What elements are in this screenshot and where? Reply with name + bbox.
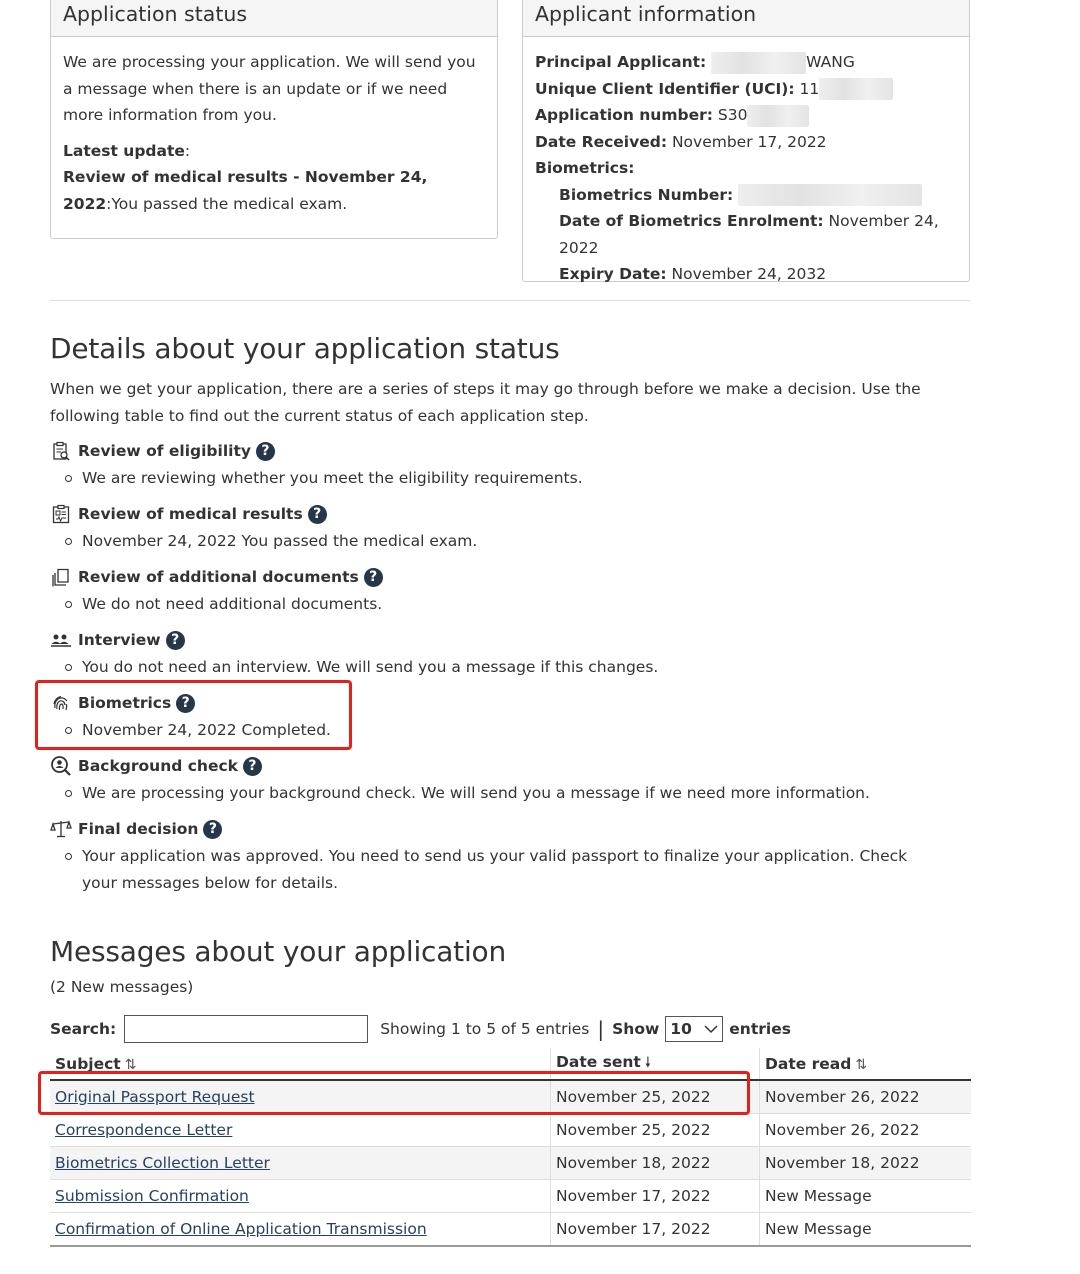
applicant-information-panel [522,0,970,282]
date-sent: November 18, 2022 [551,1147,760,1180]
uci-label: Unique Client Identifier (UCI): [535,79,795,98]
step-description: Your application was approved. You need to send us your valid passport to finalize your application. Check your messages below for details. [50,843,942,896]
date-read: New Message [760,1180,972,1213]
entries-select-value: 10 [670,1020,692,1038]
applicant-information-title: Applicant information [523,0,969,37]
help-icon[interactable]: ? [166,631,185,650]
biometrics-label: Biometrics: [535,159,635,177]
sort-icon: ⇅ [124,1056,137,1073]
table-row [50,1114,971,1147]
table-row [50,1213,971,1247]
step-title: Biometrics [78,694,172,712]
search-label: Search: [50,1020,117,1038]
biometrics-enrolment-label: Date of Biometrics Enrolment: [559,212,824,230]
date-read: November 26, 2022 [760,1114,972,1147]
date-received-row [535,129,957,156]
step-eligibility [50,438,980,492]
separator: | [597,1017,605,1041]
entries-select[interactable] [665,1016,723,1042]
step-title: Interview [78,631,161,649]
sort-descending-icon: 🠗 [644,1054,651,1071]
principal-applicant-value: WANG [806,53,855,71]
help-icon[interactable]: ? [176,694,195,713]
documents-icon [50,566,72,588]
step-title: Review of eligibility [78,442,251,460]
people-icon [50,629,72,651]
help-icon[interactable]: ? [203,820,222,839]
column-label: Subject [55,1054,121,1073]
step-title: Background check [78,757,238,775]
details-heading: Details about your application status [50,332,560,365]
application-status-panel [50,0,498,239]
redacted-uci [819,78,893,100]
latest-update [63,138,485,165]
section-divider [50,300,970,301]
step-description: We are reviewing whether you meet the eligibility requirements. [50,465,980,492]
biometrics-row [535,155,957,182]
date-sent: November 17, 2022 [551,1213,760,1247]
column-label: Date read [765,1054,852,1073]
uci-value: 11 [799,79,820,98]
principal-applicant-label: Principal Applicant: [535,53,707,71]
application-number-label: Application number: [535,106,713,124]
application-number-value: S30 [717,106,748,124]
message-link[interactable]: Biometrics Collection Letter [55,1154,270,1172]
expiry-date-value: November 24, 2032 [671,265,827,283]
step-description: We are processing your background check. We will send you a message if we need more information. [50,780,980,807]
status-message: We are processing your application. We will send you a message when there is an update or if we need more information from you. [63,53,476,124]
redacted-biometrics-number [738,184,922,206]
passport-request-highlight [38,1071,750,1115]
show-label: Show [612,1020,660,1038]
biometrics-highlight [35,680,352,750]
date-received-value: November 17, 2022 [671,132,827,151]
messages-heading: Messages about your application [50,935,507,968]
step-additional-documents [50,564,980,618]
message-link[interactable]: Correspondence Letter [55,1121,233,1139]
expiry-date-label: Expiry Date: [559,265,667,283]
column-label: Date sent [556,1052,641,1071]
biometrics-number-label: Biometrics Number: [559,185,734,204]
message-link[interactable]: Submission Confirmation [55,1187,249,1205]
message-link[interactable]: Original Passport Request [55,1088,255,1106]
uci-row [535,76,957,103]
table-row [50,1180,971,1213]
message-link[interactable]: Confirmation of Online Application Transmission [55,1220,427,1238]
redacted-name [711,52,806,74]
step-description: November 24, 2022 Completed. [50,717,980,744]
showing-entries: Showing 1 to 5 of 5 entries [380,1020,590,1038]
step-final-decision [50,816,980,896]
date-read: November 18, 2022 [760,1147,972,1180]
redacted-app-number [747,105,809,127]
date-sent: November 25, 2022 [551,1080,760,1114]
date-sent: November 25, 2022 [551,1114,760,1147]
biometrics-enrolment-row [535,208,957,261]
step-description: You do not need an interview. We will send you a message if this changes. [50,654,980,681]
help-icon[interactable]: ? [308,505,327,524]
person-search-icon [50,755,72,777]
step-title: Review of additional documents [78,568,359,586]
application-number-row [535,102,957,129]
medical-clipboard-icon [50,503,72,525]
scales-icon [50,818,72,840]
help-icon[interactable]: ? [243,757,262,776]
latest-update-item: Review of medical results - November 24, 2022 [63,168,428,213]
biometrics-enrolment-value: November 24, 2022 [559,212,939,257]
step-interview [50,627,980,681]
expiry-date-row [535,261,957,288]
details-intro: When we get your application, there are a series of steps it may go through before we make a decision. Use the following table to find out the current status of each application step. [50,380,921,425]
principal-applicant-row [535,49,957,76]
entries-label: entries [729,1020,791,1038]
step-medical [50,501,980,555]
table-row [50,1147,971,1180]
search-input[interactable] [124,1015,368,1043]
date-read: November 26, 2022 [760,1080,972,1114]
application-status-title: Application status [51,0,497,37]
latest-update-label: Latest update [63,141,185,160]
date-sent: November 17, 2022 [551,1180,760,1213]
latest-update-colon: : [184,141,191,160]
chevron-down-icon [704,1025,718,1034]
help-icon[interactable]: ? [364,568,383,587]
date-received-label: Date Received: [535,132,668,151]
sort-icon: ⇅ [855,1056,868,1073]
latest-update-text: :You passed the medical exam. [106,194,348,213]
clipboard-search-icon [50,440,72,462]
help-icon[interactable]: ? [256,442,275,461]
step-background-check [50,753,980,807]
date-read: New Message [760,1213,972,1247]
new-messages-count: (2 New messages) [50,978,194,996]
biometrics-number-row [535,182,957,209]
step-title: Review of medical results [78,505,303,523]
latest-update-detail [63,164,485,217]
step-title: Final decision [78,820,199,838]
step-description: We do not need additional documents. [50,591,980,618]
step-description: November 24, 2022 You passed the medical exam. [50,528,980,555]
table-controls [50,1013,791,1045]
column-date-read[interactable] [760,1048,972,1080]
